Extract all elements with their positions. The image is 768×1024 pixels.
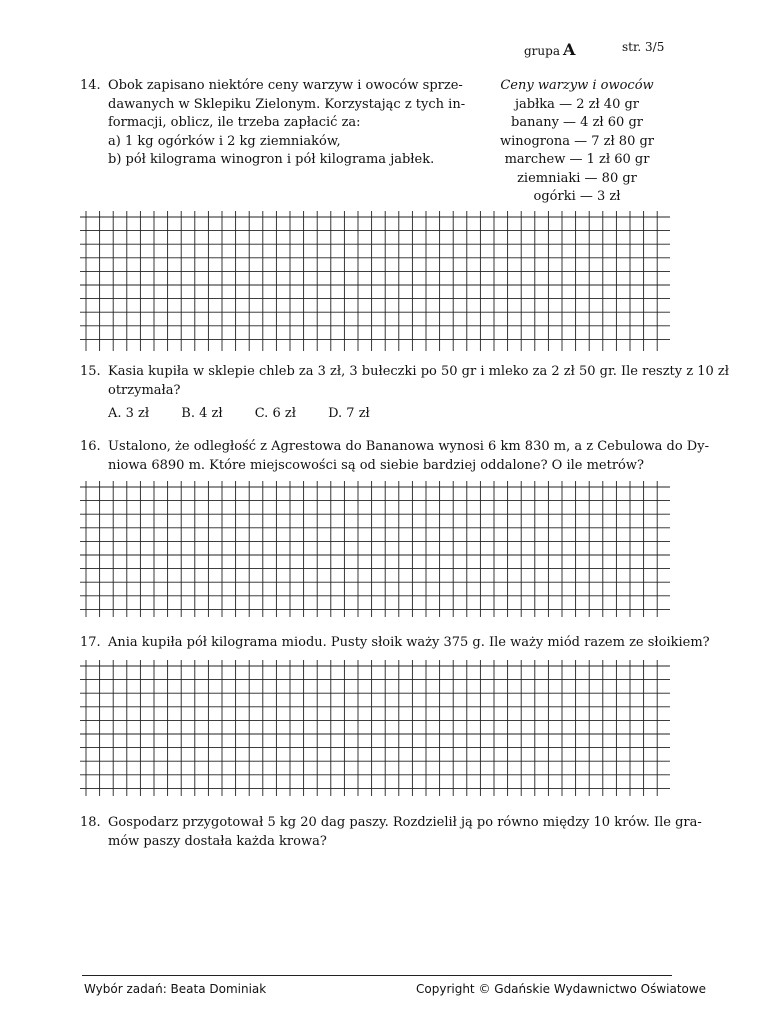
- task-15: [80, 363, 729, 400]
- task-number: 15.: [80, 364, 101, 379]
- task-text-line: Ustalono, że odległość z Agrestowa do Bananowa wynosi 6 km 830 m, a z Cebulowa do Dy-: [108, 439, 709, 454]
- option-a[interactable]: A. 3 zł: [108, 406, 150, 421]
- task-17: [80, 634, 710, 653]
- price-item: banany — 4 zł 60 gr: [511, 115, 643, 130]
- price-list-title: Ceny warzyw i owoców: [500, 78, 654, 93]
- answer-grid-17[interactable]: [80, 660, 670, 796]
- group-letter: A: [562, 40, 576, 59]
- task-text-line: otrzymała?: [108, 382, 181, 398]
- task-text-line: Kasia kupiła w sklepie chleb za 3 zł, 3 bułeczki po 50 gr i mleko za 2 zł 50 gr. Ile reszty z 10 zł: [108, 364, 729, 379]
- option-b[interactable]: B. 4 zł: [181, 406, 223, 421]
- task-number: 14.: [80, 78, 101, 93]
- option-d[interactable]: D. 7 zł: [328, 406, 370, 421]
- task-number: 18.: [80, 815, 101, 830]
- footer-author: Wybór zadań: Beata Dominiak: [84, 982, 267, 996]
- price-item: ogórki — 3 zł: [533, 189, 621, 204]
- task-text-line: b) pół kilograma winogron i pół kilograma jabłek.: [108, 152, 435, 167]
- task-text-line: Ania kupiła pół kilograma miodu. Pusty słoik waży 375 g. Ile waży miód razem ze słoikiem?: [108, 635, 710, 650]
- price-list: [494, 77, 660, 207]
- price-item: marchew — 1 zł 60 gr: [504, 152, 650, 167]
- footer-copyright: Copyright © Gdańskie Wydawnictwo Oświatowe: [416, 982, 707, 996]
- price-item: jabłka — 2 zł 40 gr: [514, 96, 640, 112]
- task-16: [80, 438, 709, 475]
- footer-divider: [82, 975, 672, 976]
- answer-grid-16[interactable]: [80, 481, 670, 617]
- task-text-line: Obok zapisano niektóre ceny warzyw i owoców sprze-: [108, 78, 463, 93]
- group-label-text: grupa: [524, 44, 560, 58]
- price-item: winogrona — 7 zł 80 gr: [499, 133, 655, 149]
- price-item: ziemniaki — 80 gr: [517, 170, 637, 186]
- task-text-line: formacji, oblicz, ile trzeba zapłacić za:: [108, 115, 361, 130]
- task-number: 16.: [80, 439, 101, 454]
- task-number: 17.: [80, 635, 101, 650]
- option-c[interactable]: C. 6 zł: [254, 406, 296, 421]
- answer-options: [108, 406, 398, 421]
- page-number: str. 3/5: [622, 40, 665, 54]
- answer-grid-14[interactable]: [80, 211, 670, 351]
- task-text-line: dawanych w Sklepiku Zielonym. Korzystając z tych in-: [108, 96, 466, 112]
- task-text-line: Gospodarz przygotował 5 kg 20 dag paszy. Rozdzielił ją po równo między 10 krów. Ile gra-: [108, 815, 702, 830]
- task-text-line: a) 1 kg ogórków i 2 kg ziemniaków,: [108, 133, 341, 149]
- task-text-line: niowa 6890 m. Które miejscowości są od siebie bardziej oddalone? O ile metrów?: [108, 457, 644, 473]
- task-text-line: mów paszy dostała każda krowa?: [108, 833, 327, 849]
- task-18: [80, 814, 702, 851]
- group-label: [524, 40, 575, 59]
